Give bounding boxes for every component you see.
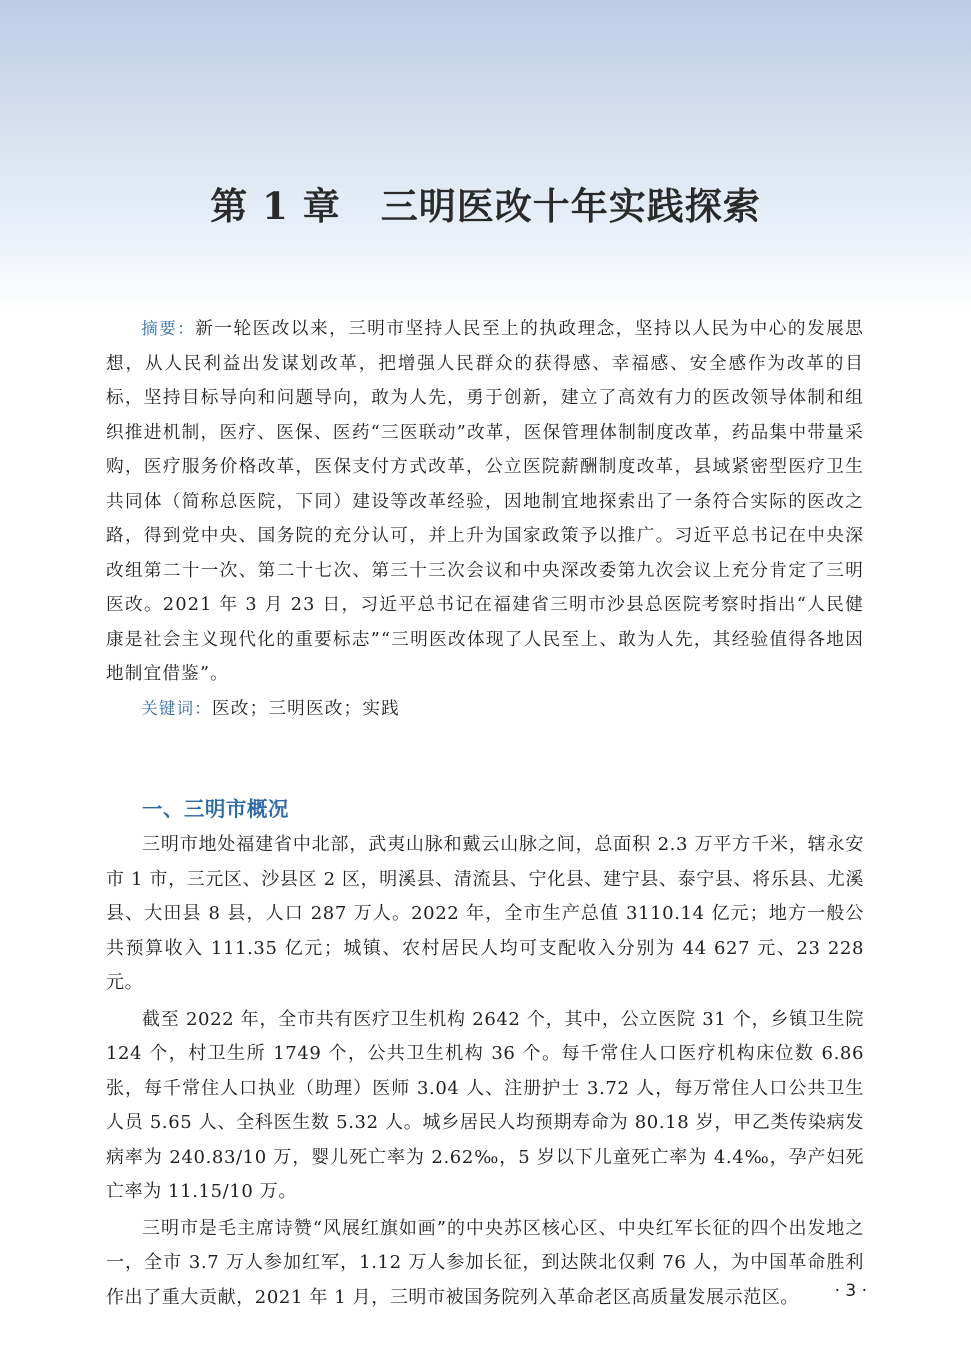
abstract-paragraph — [106, 312, 864, 692]
body-paragraph-3: 三明市是毛主席诗赞“风展红旗如画”的中央苏区核心区、中央红军长征的四个出发地之一，全市 3.7 万人参加红军，1.12 万人参加长征，到达陕北仅剩 76 人，为中国革命胜利作出了重大贡献，2021 年 1 月，三明市被国务院列入革命老区高质量发展示范区。 — [106, 1217, 864, 1308]
abstract-label: 摘要： — [141, 319, 196, 338]
chapter-number: 第 1 章 — [210, 184, 341, 228]
section-heading: 一、三明市概况 — [141, 797, 289, 821]
chapter-header-band — [0, 0, 971, 310]
keywords-line — [106, 692, 864, 727]
page-content — [106, 312, 864, 1315]
body-paragraph-2: 截至 2022 年，全市共有医疗卫生机构 2642 个，其中，公立医院 31 个，乡镇卫生院 124 个，村卫生所 1749 个，公共卫生机构 36 个。每千常住人口医疗机构床位数 6.86 张，每千常住人口执业（助理）医师 3.04 人、注册护士 3.72 人，每万常住人口公共卫生人员 5.65 人、全科医生数 5.32 人。城乡居民人均预期寿命为 80.18 岁，甲乙类传染病发病率为 240.83/10 万，婴儿死亡率为 2.62‰，5 岁以下儿童死亡率为 4.4‰，孕产妇死亡率为 11.15/10 万。 — [106, 1008, 864, 1202]
chapter-name: 三明医改十年实践探索 — [380, 184, 761, 228]
keywords-text: 医改；三明医改；实践 — [212, 698, 400, 719]
body-paragraph-1: 三明市地处福建省中北部，武夷山脉和戴云山脉之间，总面积 2.3 万平方千米，辖永安市 1 市，三元区、沙县区 2 区，明溪县、清流县、宁化县、建宁县、泰宁县、将乐县、尤溪县、大田县 8 县，人口 287 万人。2022 年，全市生产总值 3110.14 亿元；地方一般公共预算收入 111.35 亿元；城镇、农村居民人均可支配收入分别为 44 627 元、23 228 元。 — [106, 834, 864, 993]
chapter-title — [0, 176, 971, 230]
keywords-label: 关键词： — [141, 698, 212, 718]
abstract-text: 新一轮医改以来，三明市坚持人民至上的执政理念，坚持以人民为中心的发展思想，从人民利益出发谋划改革，把增强人民群众的获得感、幸福感、安全感作为改革的目标，坚持目标导向和问题导向，敢为人先，勇于创新，建立了高效有力的医改领导体制和组织推进机制，医疗、医保、医药“三医联动”改革，医保管理体制制度改革，药品集中带量采购，医疗服务价格改革，医保支付方式改革，公立医院薪酬制度改革，县域紧密型医疗卫生共同体（简称总医院，下同）建设等改革经验，因地制宜地探索出了一条符合实际的医改之路，得到党中央、国务院的充分认可，并上升为国家政策予以推广。习近平总书记在中央深改组第二十一次、第二十七次、第三十三次会议和中央深改委第九次会议上充分肯定了三明医改。2021 年 3 月 23 日，习近平总书记在福建省三明市沙县总医院考察时指出“人民健康是社会主义现代化的重要标志”“三明医改体现了人民至上、敢为人先，其经验值得各地因地制宜借鉴”。 — [106, 319, 864, 684]
page-number: · 3 · — [834, 1281, 867, 1301]
